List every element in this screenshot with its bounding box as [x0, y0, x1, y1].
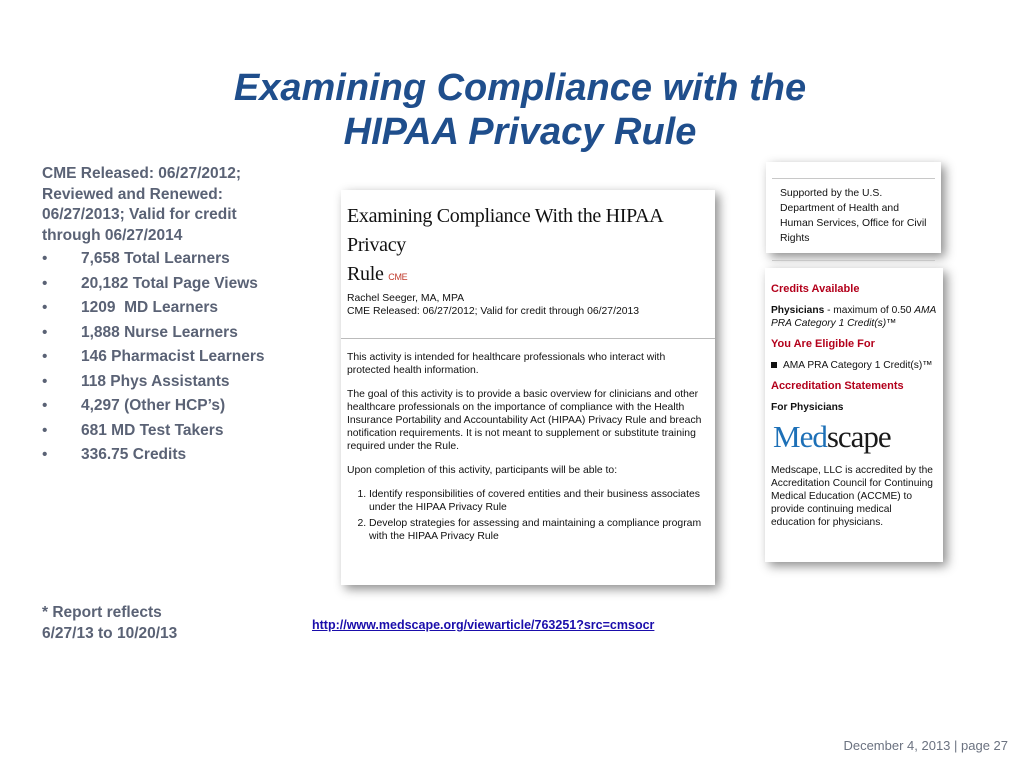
activity-goal: The goal of this activity is to provide a basic overview for clinicians and other healthcare professionals on the importance of compliance with the Health Insurance Portability and Accountability Act (HIPAA) Privacy Rule and breach notification requirements. It is not meant to supplement or substitute training required under the Rule.: [347, 389, 702, 452]
accreditation-text: Medscape, LLC is accredited by the Accreditation Council for Continuing Medical Education (ACCME) to provide continuing medical education for physicians.: [771, 465, 933, 528]
credits-available-heading: Credits Available: [771, 283, 860, 295]
medscape-logo: [773, 420, 937, 454]
eligible-item-text: AMA PRA Category 1 Credit(s)™: [783, 360, 933, 371]
eligible-item: [771, 359, 937, 372]
activity-intended: This activity is intended for healthcare professionals who interact with protected health information.: [347, 352, 666, 376]
stats-panel: [42, 164, 294, 470]
eligible-heading: You Are Eligible For: [771, 338, 875, 350]
objectives-list: [347, 488, 709, 543]
stats-item: • 7,658 Total Learners: [42, 249, 294, 270]
activity-upon-completion: Upon completion of this activity, participants will be able to:: [347, 465, 618, 476]
stats-item: • 20,182 Total Page Views: [42, 274, 294, 295]
cme-release-text: CME Released: 06/27/2012; Reviewed and Renewed: 06/27/2013; Valid for credit through 06/27/2014: [42, 165, 242, 244]
medscape-logo-med: Med: [773, 419, 827, 454]
medscape-logo-scape: scape: [826, 419, 891, 454]
physicians-label: Physicians: [771, 305, 825, 316]
stats-list: [42, 249, 294, 466]
slide-title: [150, 66, 890, 154]
stats-item: • 118 Phys Assistants: [42, 372, 294, 393]
cme-badge: CME: [388, 272, 408, 282]
objective-item: 2. Develop strategies for assessing and maintaining a compliance program with the HIPAA Privacy Rule: [369, 517, 709, 543]
divider: [341, 338, 715, 339]
physicians-credit: [771, 304, 937, 330]
for-physicians-label: For Physicians: [771, 402, 844, 413]
slide-title-line-1: Examining Compliance with the: [233, 67, 807, 109]
activity-author: Rachel Seeger, MA, MPA: [347, 293, 465, 304]
report-note: [42, 603, 282, 644]
activity-title: [347, 202, 709, 292]
support-screenshot: [766, 162, 941, 253]
slide-title-line-2: HIPAA Privacy Rule: [343, 111, 697, 153]
slide-footer: December 4, 2013 | page 27: [843, 738, 1008, 753]
square-bullet-icon: [771, 362, 777, 368]
activity-title-line-1: Examining Compliance With the HIPAA Privacy: [347, 205, 663, 256]
activity-screenshot: [341, 190, 715, 585]
physicians-credit-type: AMA PRA Category 1 Credit(s)™: [771, 305, 936, 329]
activity-title-line-2: Rule: [347, 263, 384, 285]
stats-item: • 336.75 Credits: [42, 445, 294, 466]
support-text: Supported by the U.S. Department of Health and Human Services, Office for Civil Rights: [772, 178, 935, 261]
stats-item: • 4,297 (Other HCP’s): [42, 396, 294, 417]
objective-item: 1. Identify responsibilities of covered entities and their business associates under the HIPAA Privacy Rule: [369, 488, 709, 514]
credits-screenshot: [765, 268, 943, 562]
stats-item: • 146 Pharmacist Learners: [42, 347, 294, 368]
activity-release: CME Released: 06/27/2012; Valid for credit through 06/27/2013: [347, 306, 640, 317]
medscape-article-link[interactable]: http://www.medscape.org/viewarticle/763251?src=cmsocr: [312, 618, 655, 632]
accreditation-heading: Accreditation Statements: [771, 380, 904, 392]
stats-item: • 1209 MD Learners: [42, 298, 294, 319]
stats-item: • 681 MD Test Takers: [42, 421, 294, 442]
report-note-line-2: 6/27/13 to 10/20/13: [42, 624, 178, 642]
physicians-text: - maximum of 0.50: [824, 305, 915, 316]
report-note-line-1: * Report reflects: [42, 604, 162, 621]
stats-item: • 1,888 Nurse Learners: [42, 323, 294, 344]
